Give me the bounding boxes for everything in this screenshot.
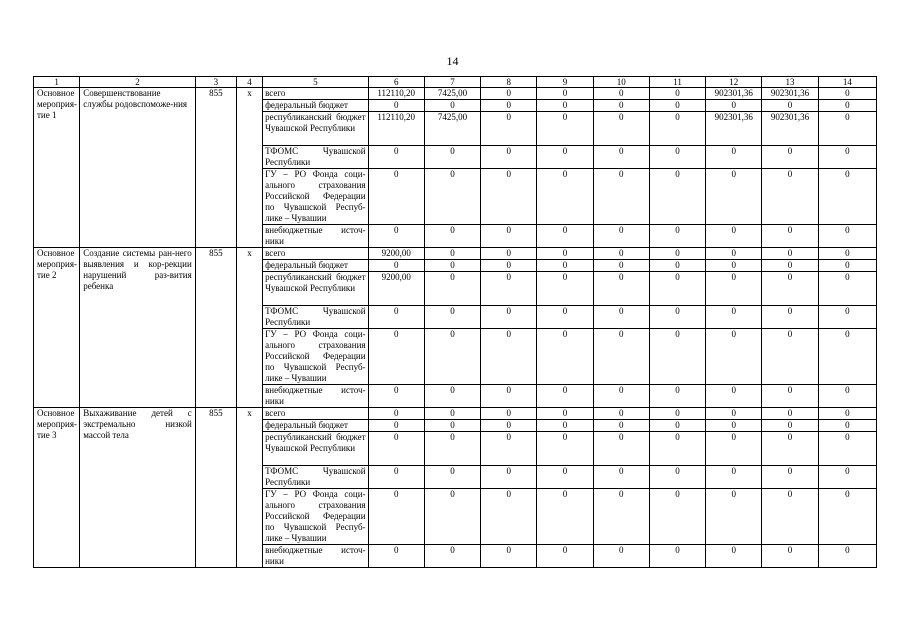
value-cell: 0 bbox=[424, 489, 480, 545]
value-cell: 0 bbox=[706, 432, 762, 466]
column-header: 11 bbox=[649, 77, 705, 88]
value-cell: 0 bbox=[481, 432, 537, 466]
value-cell: 0 bbox=[368, 329, 424, 385]
value-cell: 902301,36 bbox=[762, 112, 818, 146]
funding-source: всего bbox=[263, 408, 369, 420]
value-cell: 0 bbox=[649, 100, 705, 112]
value-cell: 0 bbox=[818, 329, 876, 385]
funding-source: федеральный бюджет bbox=[263, 260, 369, 272]
funding-source: федеральный бюджет bbox=[263, 100, 369, 112]
value-cell: 0 bbox=[424, 329, 480, 385]
value-cell: 0 bbox=[593, 329, 649, 385]
table-row bbox=[34, 88, 877, 100]
value-cell: 0 bbox=[818, 260, 876, 272]
value-cell: 0 bbox=[368, 146, 424, 169]
activity-description: Создание системы ран-него выявления и кор-рекции нарушений раз-вития ребенка bbox=[80, 248, 196, 408]
value-cell: 0 bbox=[762, 432, 818, 466]
funding-source: республиканский бюджет Чувашской Республики bbox=[263, 432, 369, 466]
value-cell: 0 bbox=[593, 432, 649, 466]
value-cell: 0 bbox=[593, 112, 649, 146]
table-row bbox=[34, 248, 877, 260]
column-header: 12 bbox=[706, 77, 762, 88]
value-cell: 0 bbox=[368, 466, 424, 489]
value-cell: 0 bbox=[818, 385, 876, 408]
value-cell: 0 bbox=[537, 545, 593, 568]
column-header: 6 bbox=[368, 77, 424, 88]
value-cell: 0 bbox=[481, 489, 537, 545]
value-cell: 0 bbox=[762, 225, 818, 248]
activity-name: Основное мероприя-тие 2 bbox=[34, 248, 80, 408]
value-cell: 0 bbox=[706, 466, 762, 489]
funding-source: внебюджетные источ-ники bbox=[263, 385, 369, 408]
funding-source: всего bbox=[263, 248, 369, 260]
funding-source: федеральный бюджет bbox=[263, 420, 369, 432]
value-cell: 0 bbox=[818, 100, 876, 112]
value-cell: 0 bbox=[481, 146, 537, 169]
value-cell: 0 bbox=[537, 100, 593, 112]
value-cell: 0 bbox=[762, 272, 818, 306]
value-cell: 0 bbox=[537, 329, 593, 385]
value-cell: 0 bbox=[706, 385, 762, 408]
column-header: 5 bbox=[263, 77, 369, 88]
value-cell: 0 bbox=[537, 272, 593, 306]
value-cell: 0 bbox=[481, 272, 537, 306]
value-cell: 0 bbox=[818, 545, 876, 568]
funding-source: внебюджетные источ-ники bbox=[263, 225, 369, 248]
value-cell: 0 bbox=[537, 169, 593, 225]
value-cell: 0 bbox=[537, 306, 593, 329]
value-cell: 0 bbox=[818, 88, 876, 100]
value-cell: 0 bbox=[649, 489, 705, 545]
value-cell: 0 bbox=[537, 408, 593, 420]
value-cell: 0 bbox=[762, 169, 818, 225]
value-cell: 0 bbox=[424, 248, 480, 260]
value-cell: 0 bbox=[818, 466, 876, 489]
value-cell: 0 bbox=[537, 420, 593, 432]
value-cell: 0 bbox=[481, 420, 537, 432]
column-header: 4 bbox=[236, 77, 262, 88]
value-cell: 0 bbox=[368, 420, 424, 432]
column-header: 9 bbox=[537, 77, 593, 88]
value-cell: 902301,36 bbox=[762, 88, 818, 100]
value-cell: 0 bbox=[649, 260, 705, 272]
value-cell: 0 bbox=[593, 385, 649, 408]
value-cell: 0 bbox=[649, 329, 705, 385]
value-cell: 0 bbox=[481, 329, 537, 385]
value-cell: 0 bbox=[818, 146, 876, 169]
value-cell: 0 bbox=[818, 306, 876, 329]
value-cell: 0 bbox=[762, 100, 818, 112]
value-cell: 0 bbox=[762, 545, 818, 568]
value-cell: 0 bbox=[649, 146, 705, 169]
value-cell: 0 bbox=[706, 420, 762, 432]
value-cell: 0 bbox=[368, 432, 424, 466]
value-cell: 0 bbox=[593, 169, 649, 225]
value-cell: 0 bbox=[706, 100, 762, 112]
value-cell: 0 bbox=[481, 408, 537, 420]
value-cell: 0 bbox=[649, 408, 705, 420]
value-cell: 9200,00 bbox=[368, 272, 424, 306]
value-cell: 0 bbox=[537, 146, 593, 169]
activity-name: Основное мероприя-тие 3 bbox=[34, 408, 80, 568]
value-cell: 0 bbox=[481, 248, 537, 260]
value-cell: 0 bbox=[649, 432, 705, 466]
value-cell: 0 bbox=[481, 306, 537, 329]
value-cell: 0 bbox=[649, 112, 705, 146]
activity-description: Выхаживание детей с экстремально низкой массой тела bbox=[80, 408, 196, 568]
value-cell: 0 bbox=[593, 248, 649, 260]
value-cell: 0 bbox=[593, 260, 649, 272]
value-cell: 0 bbox=[424, 466, 480, 489]
value-cell: 902301,36 bbox=[706, 88, 762, 100]
value-cell: 0 bbox=[593, 466, 649, 489]
column-header: 14 bbox=[818, 77, 876, 88]
value-cell: 0 bbox=[368, 385, 424, 408]
activity-mark: х bbox=[236, 408, 262, 568]
value-cell: 0 bbox=[537, 248, 593, 260]
value-cell: 0 bbox=[481, 466, 537, 489]
value-cell: 0 bbox=[424, 432, 480, 466]
value-cell: 0 bbox=[706, 329, 762, 385]
funding-source: ГУ – РО Фонда соци-ального страхования Российской Федерации по Чувашской Респуб-лике – Чувашии bbox=[263, 169, 369, 225]
value-cell: 0 bbox=[762, 466, 818, 489]
value-cell: 0 bbox=[649, 169, 705, 225]
value-cell: 0 bbox=[424, 260, 480, 272]
funding-source: всего bbox=[263, 88, 369, 100]
value-cell: 0 bbox=[368, 169, 424, 225]
value-cell: 0 bbox=[481, 169, 537, 225]
value-cell: 0 bbox=[818, 408, 876, 420]
column-header: 8 bbox=[481, 77, 537, 88]
value-cell: 0 bbox=[593, 88, 649, 100]
value-cell: 0 bbox=[593, 408, 649, 420]
table-body bbox=[34, 88, 877, 568]
value-cell: 0 bbox=[762, 420, 818, 432]
value-cell: 0 bbox=[762, 146, 818, 169]
funding-source: внебюджетные источ-ники bbox=[263, 545, 369, 568]
value-cell: 0 bbox=[818, 169, 876, 225]
value-cell: 0 bbox=[481, 385, 537, 408]
value-cell: 0 bbox=[593, 225, 649, 248]
value-cell: 0 bbox=[481, 88, 537, 100]
value-cell: 7425,00 bbox=[424, 88, 480, 100]
value-cell: 7425,00 bbox=[424, 112, 480, 146]
funding-source: ТФОМС Чувашской Республики bbox=[263, 146, 369, 169]
value-cell: 0 bbox=[706, 306, 762, 329]
value-cell: 0 bbox=[818, 248, 876, 260]
value-cell: 0 bbox=[706, 489, 762, 545]
value-cell: 0 bbox=[762, 248, 818, 260]
column-header: 13 bbox=[762, 77, 818, 88]
value-cell: 0 bbox=[537, 112, 593, 146]
value-cell: 0 bbox=[649, 385, 705, 408]
funding-source: республиканский бюджет Чувашской Республики bbox=[263, 112, 369, 146]
value-cell: 0 bbox=[706, 225, 762, 248]
value-cell: 0 bbox=[424, 545, 480, 568]
funding-source: ТФОМС Чувашской Республики bbox=[263, 306, 369, 329]
value-cell: 112110,20 bbox=[368, 112, 424, 146]
column-header: 2 bbox=[80, 77, 196, 88]
value-cell: 902301,36 bbox=[706, 112, 762, 146]
value-cell: 0 bbox=[706, 272, 762, 306]
value-cell: 0 bbox=[818, 272, 876, 306]
value-cell: 0 bbox=[424, 385, 480, 408]
value-cell: 0 bbox=[818, 112, 876, 146]
activity-code: 855 bbox=[195, 88, 236, 248]
value-cell: 0 bbox=[537, 88, 593, 100]
value-cell: 0 bbox=[762, 489, 818, 545]
table-row bbox=[34, 408, 877, 420]
value-cell: 0 bbox=[706, 248, 762, 260]
value-cell: 0 bbox=[762, 385, 818, 408]
activity-code: 855 bbox=[195, 408, 236, 568]
activity-code: 855 bbox=[195, 248, 236, 408]
funding-table bbox=[33, 76, 877, 568]
value-cell: 0 bbox=[762, 408, 818, 420]
value-cell: 0 bbox=[818, 420, 876, 432]
value-cell: 0 bbox=[424, 408, 480, 420]
column-header: 7 bbox=[424, 77, 480, 88]
value-cell: 0 bbox=[424, 306, 480, 329]
activity-name: Основное мероприя-тие 1 bbox=[34, 88, 80, 248]
value-cell: 0 bbox=[368, 306, 424, 329]
value-cell: 0 bbox=[537, 385, 593, 408]
value-cell: 0 bbox=[481, 545, 537, 568]
value-cell: 0 bbox=[368, 545, 424, 568]
value-cell: 0 bbox=[649, 88, 705, 100]
value-cell: 0 bbox=[368, 489, 424, 545]
value-cell: 0 bbox=[818, 432, 876, 466]
value-cell: 0 bbox=[424, 272, 480, 306]
value-cell: 0 bbox=[481, 260, 537, 272]
value-cell: 112110,20 bbox=[368, 88, 424, 100]
value-cell: 0 bbox=[481, 112, 537, 146]
value-cell: 0 bbox=[706, 146, 762, 169]
value-cell: 0 bbox=[537, 260, 593, 272]
value-cell: 0 bbox=[424, 169, 480, 225]
column-header: 1 bbox=[34, 77, 80, 88]
value-cell: 0 bbox=[762, 260, 818, 272]
value-cell: 0 bbox=[481, 225, 537, 248]
value-cell: 0 bbox=[706, 169, 762, 225]
value-cell: 0 bbox=[424, 225, 480, 248]
value-cell: 0 bbox=[593, 545, 649, 568]
activity-description: Совершенствование службы родовспоможе-ния bbox=[80, 88, 196, 248]
value-cell: 0 bbox=[424, 420, 480, 432]
value-cell: 0 bbox=[593, 100, 649, 112]
value-cell: 0 bbox=[593, 306, 649, 329]
column-header: 10 bbox=[593, 77, 649, 88]
value-cell: 9200,00 bbox=[368, 248, 424, 260]
value-cell: 0 bbox=[368, 100, 424, 112]
value-cell: 0 bbox=[649, 272, 705, 306]
value-cell: 0 bbox=[537, 432, 593, 466]
value-cell: 0 bbox=[818, 489, 876, 545]
value-cell: 0 bbox=[649, 225, 705, 248]
value-cell: 0 bbox=[537, 489, 593, 545]
value-cell: 0 bbox=[706, 408, 762, 420]
funding-source: ГУ – РО Фонда соци-ального страхования Российской Федерации по Чувашской Респуб-лике – Чувашии bbox=[263, 329, 369, 385]
value-cell: 0 bbox=[368, 225, 424, 248]
value-cell: 0 bbox=[424, 100, 480, 112]
value-cell: 0 bbox=[762, 306, 818, 329]
funding-source: республиканский бюджет Чувашской Республики bbox=[263, 272, 369, 306]
value-cell: 0 bbox=[649, 248, 705, 260]
value-cell: 0 bbox=[762, 329, 818, 385]
activity-mark: х bbox=[236, 248, 262, 408]
value-cell: 0 bbox=[537, 225, 593, 248]
activity-mark: х bbox=[236, 88, 262, 248]
value-cell: 0 bbox=[368, 260, 424, 272]
value-cell: 0 bbox=[424, 146, 480, 169]
value-cell: 0 bbox=[706, 260, 762, 272]
value-cell: 0 bbox=[481, 100, 537, 112]
value-cell: 0 bbox=[649, 306, 705, 329]
page-number: 14 bbox=[446, 54, 459, 68]
value-cell: 0 bbox=[649, 420, 705, 432]
value-cell: 0 bbox=[593, 420, 649, 432]
header-row bbox=[34, 77, 877, 88]
value-cell: 0 bbox=[706, 545, 762, 568]
value-cell: 0 bbox=[593, 146, 649, 169]
value-cell: 0 bbox=[593, 489, 649, 545]
funding-source: ГУ – РО Фонда соци-ального страхования Российской Федерации по Чувашской Респуб-лике – Чувашии bbox=[263, 489, 369, 545]
value-cell: 0 bbox=[593, 272, 649, 306]
value-cell: 0 bbox=[649, 545, 705, 568]
value-cell: 0 bbox=[649, 466, 705, 489]
value-cell: 0 bbox=[818, 225, 876, 248]
value-cell: 0 bbox=[368, 408, 424, 420]
funding-source: ТФОМС Чувашской Республики bbox=[263, 466, 369, 489]
column-header: 3 bbox=[195, 77, 236, 88]
value-cell: 0 bbox=[537, 466, 593, 489]
